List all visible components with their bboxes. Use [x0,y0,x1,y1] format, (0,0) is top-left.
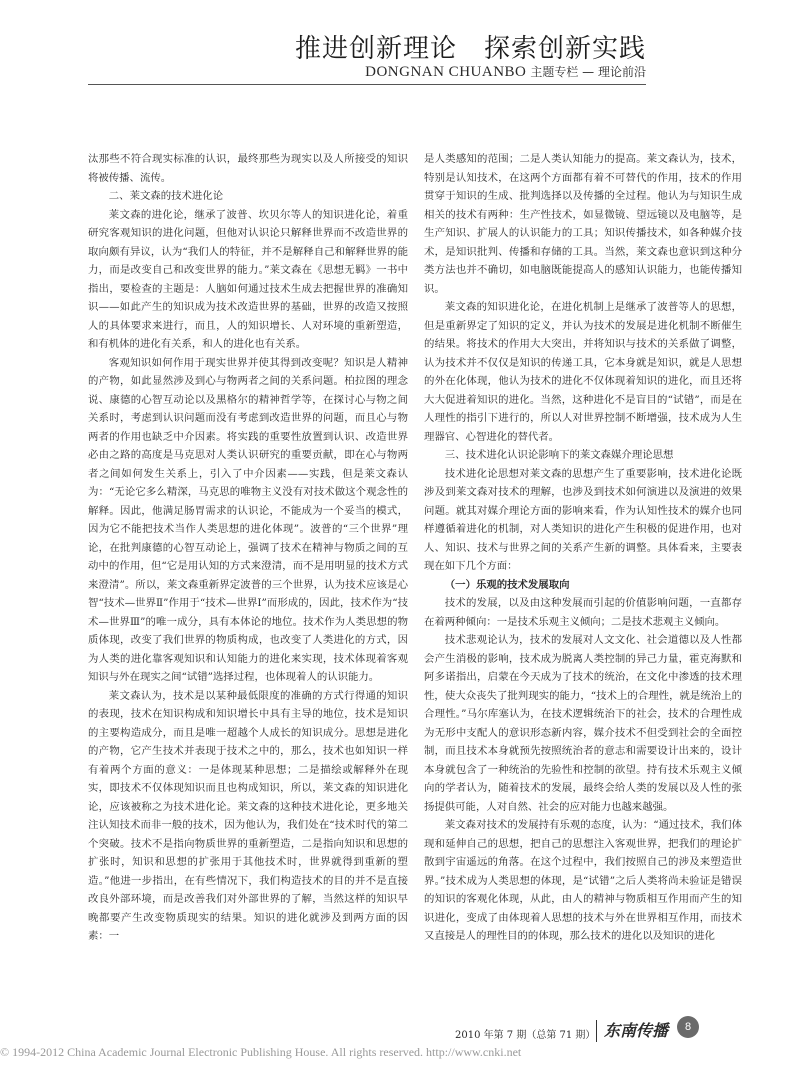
right-column [424,150,742,1025]
header-subtitle [365,62,646,81]
journal-brand: 东南传播 [604,1021,669,1040]
paragraph: 是人类感知的范围；二是人类认知能力的提高。莱文森认为，技术，特别是认知技术，在这两个方面都有着不可替代的作用，技术的作用贯穿于知识的生成、批判选择以及传播的全过程。他认为与知识生成相关的技术有两种：生产性技术，如显微镜、望远镜以及电脑等，是生产知识、扩展人的认识能力的工具；知识传播技术，如各种媒介技术，是知识批判、传播和存储的工具。当然，莱文森也意识到这种分类方法也并不确切，如电脑既能提高人的感知认识能力，也能传播知识。 [424,153,742,295]
header-rule [88,84,646,85]
paragraph: 技术的发展，以及由这种发展而引起的价值影响问题，一直都存在着两种倾向：一是技术乐观主义倾向；二是技术悲观主义倾向。 [424,597,742,628]
paragraph: 技术悲观论认为，技术的发展对人文文化、社会道德以及人性都会产生消极的影响，技术成为脱离人类控制的异己力量，霍克海默和阿多诺指出，启蒙在今天成为了技术的统治，在文化中渗透的技术理性，使大众丧失了批判现实的能力，“技术上的合理性，就是统治上的合理性。”马尔库塞认为，在技术逻辑统治下的社会，技术的合理性成为无形中支配人的意识形态新内容，媒介技术不但受到社会的全面控制，而且技术本身就预先按照统治者的意志和需要设计出来的，设计本身就包含了一种统治的先验性和控制的欲望。持有技术乐观主义倾向的学者认为，随着技术的发展，最终会给人类的发展以及人性的张扬提供可能，人对自然、社会的应对能力也越来越强。 [424,634,742,813]
footer-separator [596,1020,597,1042]
journal-latin-name: DONGNAN CHUANBO [365,64,527,80]
paragraph: 客观知识如何作用于现实世界并使其得到改变呢？知识是人精神的产物，如此显然涉及到心与物两者之间的关系问题。柏拉图的理念说、康德的心智互动论以及黑格尔的精神哲学等，在探讨心与物之间关系时，考虑到认识问题而没有考虑到改造世界的问题，而且心与物两者的作用也缺乏中介因素。将实践的重要性放置到认识、改造世界必由之路的高度是马克思对人类认识研究的重要贡献，即在心与物两者之间如何发生关系上，引入了中介因素——实践，但是莱文森认为：“无论它多么精深，马克思的唯物主义没有对技术做这个观念性的解释。因此，他满足肠胃需求的认识论，不能成为一个妥当的模式，因为它不能把技术当作人类思想的进化体现”。波普的“三个世界”理论，在批判康德的心智互动论上，强调了技术在精神与物质之间的互动中的作用，但“它是用认知的方式来澄清，而不是用明显的技术方式来澄清”。所以，莱文森重新界定波普的三个世界，认为技术应该是心智“技术—世界Ⅱ”作用于“技术—世界Ⅰ”而形成的，因此，技术作为“技术—世界Ⅲ”的唯一成分，具有本体论的地位。技术作为人类思想的物质体现，改变了我们世界的物质构成，也改变了人类进化的方式，因为人类的进化靠客观知识和认知能力的进化来实现，技术体现着客观知识与外在现实之间“试错”选择过程，也体现着人的认识能力。 [88,356,408,683]
section-heading: 二、莱文森的技术进化论 [108,190,224,202]
footer-issue: 2010 年第 7 期（总第 71 期） [455,1030,596,1041]
subsection-heading: （一）乐观的技术发展取向 [444,578,570,591]
paragraph: 汰那些不符合现实标准的认识，最终那些为现实以及人所接受的知识将被传播、流传。 [88,153,408,184]
paragraph: 莱文森对技术的发展持有乐观的态度，认为：“通过技术，我们体现和延伸自己的思想，把自己的思想注入客观世界，把我们的理论扩散到宇宙遥远的角落。在这个过程中，我们按照自己的涉及来塑造世界。”技术成为人类思想的体现，是“试错”之后人类将尚未验证是错误的知识的客观化体现，从此，由人的精神与物质相互作用而产生的知识进化，变成了由体现着人思想的技术与外在世界相互作用，而技术又直接是人的理性目的的体现，那么技术的进化以及知识的进化 [424,819,742,942]
section-heading: 三、技术进化认识论影响下的莱文森媒介理论思想 [444,449,674,461]
page-number: 8 [677,1016,699,1038]
paragraph: 莱文森的知识进化论，在进化机制上是继承了波普等人的思想，但是重新界定了知识的定义，并认为技术的发展是进化机制不断催生的结果。将技术的作用大大突出，并将知识与技术的关系做了调整，认为技术并不仅仅是知识的传递工具，它本身就是知识，就是人思想的外在化体现，他认为技术的进化不仅体现着知识的进化，而且还将大大促进着知识的进化。当然，这种进化不是盲目的“试错”，而是在人理性的指引下进行的，所以人对世界控制不断增强，技术成为人生理器官、心智进化的替代者。 [424,301,742,443]
paragraph: 莱文森认为，技术是以某种最低限度的准确的方式行得通的知识的表现，技术在知识构成和知识增长中具有主导的地位，技术是知识的主要构造成分，而且是唯一超越个人成长的知识成分。思想是进化的产物，它产生技术并表现于技术之中的，那么，技术也如知识一样有着两个方面的意义：一是体现某种思想；二是描绘或解释外在现实，即技术不仅体现知识而且也构成知识，所以，莱文森的知识进化论，应该被称之为技术进化论。莱文森的这种技术进化论，更多地关注认知技术而非一般的技术，因为他认为，我们处在“技术时代的第二个突破。技术不是指向物质世界的重新塑造，二是指向知识和思想的扩张时，知识和思想的扩张用于其他技术时，世界就得到重新的塑造。”他进一步指出，在有些情况下，我们构造技术的目的并不是直接改良外部环境，而是改善我们对外部世界的了解，当然这样的知识早晚都要产生改变物质现实的结果。知识的进化就涉及到两方面的因素：一 [88,689,408,942]
column-name: 主题专栏 — 理论前沿 [530,65,646,79]
copyright-notice: © 1994-2012 China Academic Journal Electronic Publishing House. All rights reserved. http://www.cnki.net [0,1045,522,1059]
left-column [88,150,408,1025]
header-title: 推进创新理论 探索创新实践 [294,34,646,64]
paragraph: 莱文森的进化论，继承了波普、坎贝尔等人的知识进化论，着重研究客观知识的进化问题，但他对认识论只解释世界而不改造世界的取向颇有异议，认为“我们人的特征，并不是解释自己和解释世界的能力，而是改变自己和改变世界的能力。”莱文森在《思想无羁》一书中指出，要检查的主题是：人脑如何通过技术生成去把握世界的准确知识——如此产生的知识成为技术改造世界的基础，世界的改造又按照人的具体要求来进行，而且，人的知识增长、人对环境的重新塑造，和有机体的进化有关系，和人的进化也有关系。 [88,208,408,350]
paragraph: 技术进化论思想对莱文森的思想产生了重要影响，技术进化论既涉及到莱文森对技术的理解，也涉及到技术如何演进以及演进的效果问题。就其对媒介理论方面的影响来看，作为认知性技术的媒介也同样遵循着进化的机制，对人类知识的进化产生积极的促进作用，也对人、知识、技术与世界之间的关系产生新的调整。具体看来，主要表现在如下几个方面： [424,467,742,572]
